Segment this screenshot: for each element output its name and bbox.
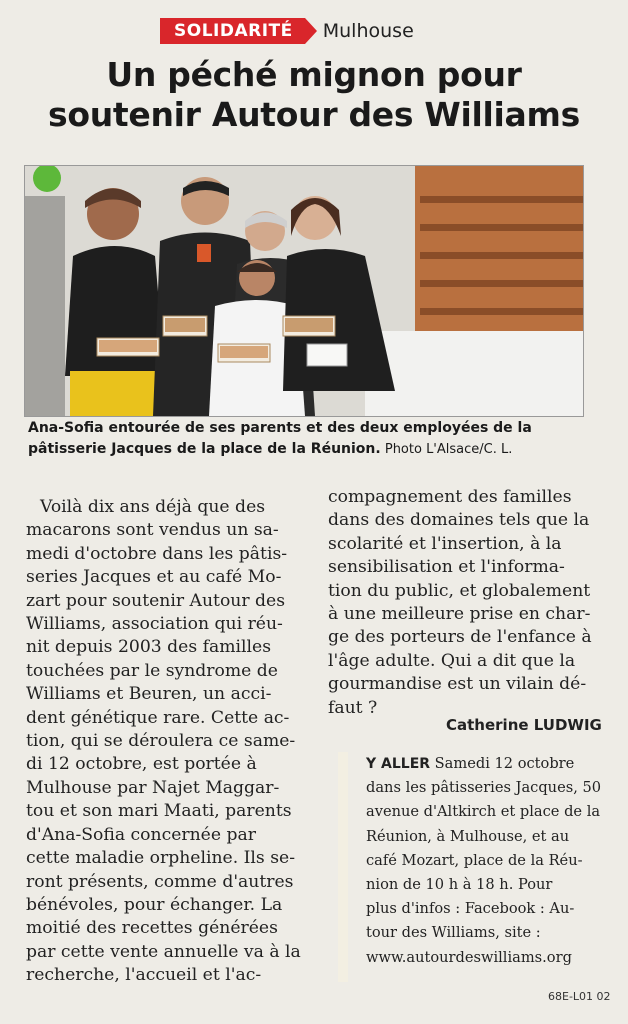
headline-line-1: Un péché mignon pour [106,55,522,94]
body-line: scolarité et l'insertion, à la [328,533,562,554]
body-line: touchées par le syndrome de [26,660,278,681]
body-line: dent génétique rare. Cette ac- [26,707,290,728]
body-line: medi d'octobre dans les pâtis- [26,543,288,564]
body-line: l'âge adulte. Qui a dit que la [328,650,576,671]
article-photo [24,165,584,417]
body-line: à une meilleure prise en char- [328,604,591,625]
body-line: ront présents, comme d'autres [26,871,294,892]
headline [10,55,618,135]
info-line: Réunion, à Mulhouse, et au [366,827,570,845]
body-line: Mulhouse par Najet Maggar- [26,777,280,798]
info-box [338,752,606,982]
body-line: macarons sont vendus un sa- [26,520,279,541]
photo-illustration [25,166,583,416]
body-line: faut ? [328,697,378,718]
caption-line-2: pâtisserie Jacques de la place de la Réunion. [28,441,381,457]
info-line: Samedi 12 octobre [430,755,575,772]
body-line: Williams et Beuren, un acci- [26,684,272,705]
body-line: nit depuis 2003 des familles [26,637,272,658]
body-line: cette maladie orpheline. Ils se- [26,848,296,869]
body-line: Voilà dix ans déjà que des [40,497,266,517]
body-line: d'Ana-Sofia concernée par [26,824,256,845]
section-tag: SOLIDARITÉ [160,18,305,44]
body-line: recherche, l'accueil et l'ac- [26,965,262,986]
section-kicker [160,18,414,44]
body-line: par cette vente annuelle va à la [26,941,301,962]
body-line: sensibilisation et l'informa- [328,557,565,578]
body-line: compagnement des familles [328,487,572,507]
info-line: avenue d'Altkirch et place de la [366,803,601,821]
body-column-left [26,496,318,988]
photo-credit: Photo L'Alsace/C. L. [380,442,513,457]
info-line: tour des Williams, site : [366,924,541,942]
info-line: nion de 10 h à 18 h. Pour [366,876,553,894]
body-line: tion du public, et globalement [328,580,591,601]
body-column-right [328,486,604,720]
body-line: ge des porteurs de l'enfance à [328,627,592,648]
info-line: dans les pâtisseries Jacques, 50 [366,779,602,797]
body-line: Williams, association qui réu- [26,614,283,635]
website-link: www.autourdeswilliams.org [366,948,572,966]
body-line: bénévoles, pour échanger. La [26,894,283,915]
city-label: Mulhouse [322,20,414,42]
body-line: zart pour soutenir Autour des [26,590,286,611]
headline-line-2: soutenir Autour des Williams [48,95,580,134]
body-line: tion, qui se déroulera ce same- [26,731,296,752]
photo-caption [28,418,588,460]
info-line: café Mozart, place de la Réu- [366,851,583,869]
caption-line-1: Ana-Sofia entourée de ses parents et des deux employées de la [28,420,532,436]
page-reference: 68E-L01 02 [548,990,611,1003]
info-line: plus d'infos : Facebook : Au- [366,900,575,918]
info-box-lead: Y ALLER [366,756,431,772]
body-line: di 12 octobre, est portée à [26,754,257,775]
body-line: moitié des recettes générées [26,918,278,939]
author-byline: Catherine LUDWIG [446,716,602,734]
body-line: dans des domaines tels que la [328,510,590,531]
body-line: gourmandise est un vilain dé- [328,674,587,695]
body-line: tou et son mari Maati, parents [26,801,292,822]
body-line: series Jacques et au café Mo- [26,567,282,588]
